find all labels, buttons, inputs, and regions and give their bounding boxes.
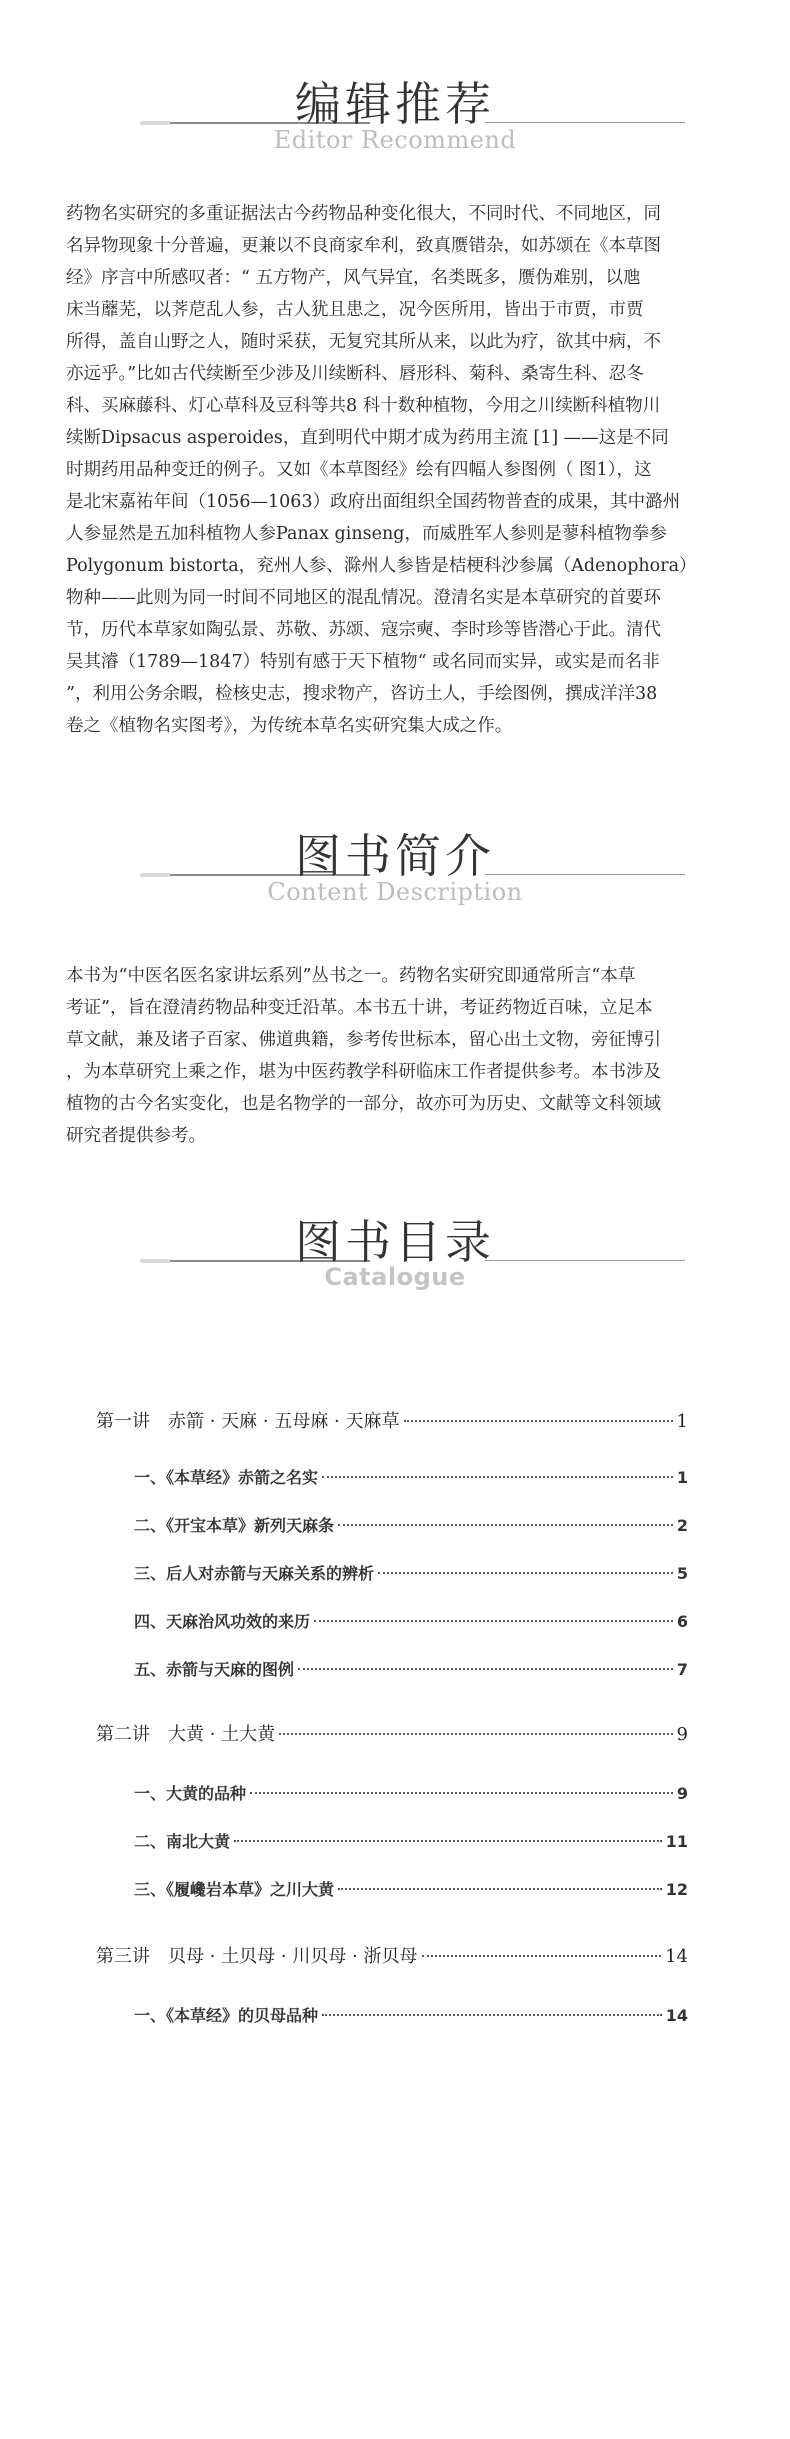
toc-page-number: 6 [676,1612,688,1631]
toc-lecture-title: 第三讲 贝母 · 土贝母 · 川贝母 · 浙贝母 [96,1946,418,1967]
toc-item[interactable] [134,1609,688,1637]
toc-leader-dots [279,1733,672,1735]
toc-page-number: 14 [665,2006,688,2025]
toc-leader-dots [298,1668,673,1670]
text-line: 人参显然是五加科植物人参Panax ginseng，而威胜军人参则是蓼科植物拳参 [66,524,667,544]
text-line: 续断Dipsacus asperoides，直到明代中期才成为药用主流 [1] ——这是不同 [66,428,669,448]
toc-item[interactable] [134,1561,688,1589]
toc-item[interactable] [134,1657,688,1685]
toc-page-number: 5 [676,1564,688,1583]
toc-item[interactable] [134,2003,688,2031]
text-line: 时期药用品种变迁的例子。又如《本草图经》绘有四幅人参图例（ 图1），这 [66,460,652,480]
editor-recommend-text [66,198,716,742]
toc-lecture[interactable] [96,1942,688,1970]
toc-page-number: 11 [665,1832,688,1851]
text-line: Polygonum bistorta，兖州人参、滁州人参皆是桔梗科沙参属（Adenophora） [66,556,697,576]
content-description-text [66,960,716,1152]
text-line: 节，历代本草家如陶弘景、苏敬、苏颂、寇宗奭、李时珍等皆潜心于此。清代 [66,620,661,640]
text-line: 植物的古今名实变化，也是名物学的一部分，故亦可为历史、文献等文科领域 [66,1094,661,1114]
toc-page-number: 12 [665,1880,688,1899]
toc-lecture[interactable] [96,1407,688,1435]
section-subtitle: Catalogue [324,1263,466,1291]
toc-item[interactable] [134,1829,688,1857]
text-line: 经》序言中所感叹者：“ 五方物产，风气异宜，名类既多，赝伪难别，以虺 [66,268,641,288]
toc-item-title: 三、后人对赤箭与天麻关系的辨析 [134,1564,375,1583]
text-line: 是北宋嘉祐年间（1056—1063）政府出面组织全国药物普查的成果，其中潞州 [66,492,681,512]
toc-leader-dots [338,1524,673,1526]
section-title: 编辑推荐 [295,77,495,131]
toc-item-title: 一、大黄的品种 [134,1784,247,1803]
catalogue-header [0,1208,790,1298]
toc-leader-dots [422,1955,662,1957]
editor-recommend-header [0,70,790,160]
text-line: 药物名实研究的多重证据法古今药物品种变化很大，不同时代、不同地区，同 [66,204,661,224]
section-subtitle: Content Description [267,878,523,906]
toc-leader-dots [322,1476,673,1478]
toc-leader-dots [338,1888,662,1890]
toc-item-title: 一、《本草经》的贝母品种 [134,2006,319,2025]
text-line: 所得，盖自山野之人，随时采获，无复究其所从来，以此为疗，欲其中病，不 [66,332,661,352]
section-title: 图书简介 [295,829,495,883]
text-line: 亦远乎。”比如古代续断至少涉及川续断科、唇形科、菊科、桑寄生科、忍冬 [66,364,644,384]
toc-lecture[interactable] [96,1720,688,1748]
toc-page-number: 9 [676,1784,688,1803]
toc-page-number: 1 [676,1468,688,1487]
toc-page-number: 14 [665,1946,688,1967]
text-line: 本书为“中医名医名家讲坛系列”丛书之一。药物名实研究即通常所言“本草 [66,966,636,986]
toc-item[interactable] [134,1877,688,1905]
toc-item-title: 五、赤箭与天麻的图例 [134,1660,295,1679]
content-description-header [0,822,790,912]
text-line: 物种——此则为同一时间不同地区的混乱情况。澄清名实是本草研究的首要环 [66,588,661,608]
text-line: ，为本草研究上乘之作，堪为中医药教学科研临床工作者提供参考。本书涉及 [66,1062,661,1082]
toc-item-title: 四、天麻治风功效的来历 [134,1612,311,1631]
text-line: ”，利用公务余暇，检核史志，搜求物产，咨访土人，手绘图例，撰成洋洋38 [66,684,658,704]
toc-item-title: 二、《开宝本草》新列天麻条 [134,1516,335,1535]
toc-lecture-title: 第二讲 大黄 · 土大黄 [96,1724,276,1745]
text-line: 床当蘼芜，以荠苨乱人参，古人犹且患之，况今医所用，皆出于市贾，市贾 [66,300,644,320]
toc-page-number: 7 [676,1660,688,1679]
toc-page-number: 2 [676,1516,688,1535]
toc-lecture-title: 第一讲 赤箭 · 天麻 · 五母麻 · 天麻草 [96,1411,400,1432]
toc-leader-dots [322,2014,662,2016]
text-line: 草文献，兼及诸子百家、佛道典籍，参考传世标本，留心出土文物，旁征博引 [66,1030,661,1050]
text-line: 考证”，旨在澄清药物品种变迁沿革。本书五十讲，考证药物近百味，立足本 [66,998,653,1018]
toc-item[interactable] [134,1513,688,1541]
toc-item[interactable] [134,1465,688,1493]
toc-item-title: 一、《本草经》赤箭之名实 [134,1468,319,1487]
text-line: 名异物现象十分普遍，更兼以不良商家牟利，致真赝错杂，如苏颂在《本草图 [66,236,661,256]
toc-leader-dots [378,1572,673,1574]
text-line: 研究者提供参考。 [66,1126,206,1146]
toc-leader-dots [234,1840,662,1842]
toc-item-title: 二、南北大黄 [134,1832,231,1851]
section-subtitle: Editor Recommend [273,126,517,154]
toc-page-number: 9 [676,1724,688,1745]
text-line: 卷之《植物名实图考》，为传统本草名实研究集大成之作。 [66,716,513,736]
toc-leader-dots [314,1620,673,1622]
section-title: 图书目录 [295,1215,495,1269]
toc-leader-dots [250,1792,673,1794]
text-line: 吴其濬（1789—1847）特别有感于天下植物“ 或名同而实异，或实是而名非 [66,652,660,672]
toc-item[interactable] [134,1781,688,1809]
toc-page-number: 1 [676,1411,688,1432]
toc-item-title: 三、《履巉岩本草》之川大黄 [134,1880,335,1899]
toc-leader-dots [404,1420,673,1422]
text-line: 科、买麻藤科、灯心草科及豆科等共8 科十数种植物，今用之川续断科植物川 [66,396,661,416]
